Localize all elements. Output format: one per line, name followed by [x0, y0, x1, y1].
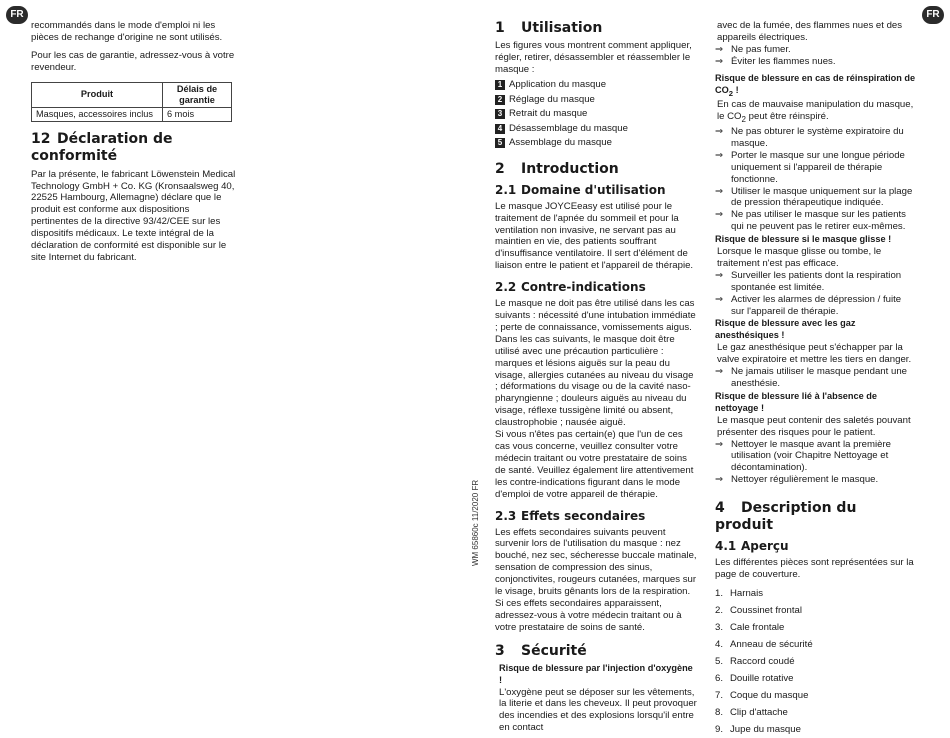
part-label: Raccord coudé: [730, 655, 795, 667]
section-2-1-body: Le masque JOYCEeasy est utilisé pour le traitement de l'apnée du sommeil et pour la ventilation non invasive, ne servant pas au maintien en vie, des patients souffrant d'insuffisance ventilatoire. Il sert d'élément de liaison entre le patient et l'appareil de thérapie.: [495, 200, 694, 272]
list-item: [715, 186, 917, 210]
arrow-icon: ⇒: [715, 474, 724, 486]
left-column: [31, 20, 236, 264]
section-1-intro: Les figures vous montrent comment appliquer, régler, retirer, désassembler et réassembler le masque :: [495, 40, 692, 75]
part-label: Harnais: [730, 587, 764, 599]
warning-oxygen-body: L'oxygène peut se déposer sur les vêtements, la literie et dans les cheveux. Il peut provoquer des incendies et des explosions lorsqu'il entre en contact: [499, 686, 697, 734]
section-4-1-intro: Les différentes pièces sont représentées sur la page de couverture.: [715, 557, 914, 581]
section-2-2-number: 2.2: [495, 280, 517, 295]
section-4-title: Description du produit: [715, 500, 857, 534]
language-badge-left: FR: [6, 6, 28, 24]
arrow-icon: ⇒: [715, 293, 724, 305]
list-item: [715, 150, 917, 186]
list-item: [715, 474, 917, 486]
section-2-3-number: 2.3: [495, 508, 517, 523]
section-12-number: 12: [31, 130, 51, 147]
list-item: [715, 585, 917, 602]
part-label: Clip d'attache: [730, 706, 788, 718]
section-2-3-body: Les effets secondaires suivants peuvent survenir lors de l'utilisation du masque : nez bouché, nez sec, sécheresse buccale matinale, sensation de compression des sinus, conjonctivites, rougeurs cutanées, marques sur le visage, bruits gênants lors de la respiration. Si ces effets secondaires apparaissent, adressez-vous à votre médecin traitant ou à votre prestataire de soins de santé.: [495, 526, 697, 633]
arrow-icon: ⇒: [715, 149, 724, 161]
section-3-title: Sécurité: [521, 642, 587, 659]
section-1-number: 1: [495, 20, 505, 36]
figure-label: Désassemblage du masque: [509, 122, 628, 134]
list-item-text: Ne pas utiliser le masque sur les patients qui ne peuvent pas le retirer eux-mêmes.: [731, 209, 906, 233]
list-item: [495, 122, 698, 137]
list-item: [715, 44, 917, 56]
list-item: [715, 366, 917, 390]
middle-column: [495, 20, 698, 734]
part-number: 4.: [715, 638, 724, 650]
oxygen-actions-list: [715, 44, 917, 68]
warning-co2-title-end: !: [733, 84, 739, 95]
section-12-title: Déclaration de conformité: [31, 130, 173, 164]
warning-anesthesia-title: Risque de blessure avec les gaz anesthésiques !: [715, 318, 856, 341]
warning-co2-title-sub: 2: [728, 88, 734, 98]
list-item: [715, 636, 917, 653]
figure-label: Assemblage du masque: [509, 137, 612, 149]
list-item-text: Utiliser le masque uniquement sur la plage de pression thérapeutique indiquée.: [731, 185, 913, 209]
table-header-delais: Délais de garantie: [163, 82, 232, 107]
section-2-2-heading: [495, 280, 698, 295]
warning-co2-body-end: peut être réinspiré.: [745, 111, 829, 123]
section-2-3-title: Effets secondaires: [521, 508, 646, 523]
list-item: [495, 92, 698, 107]
figure-label: Retrait du masque: [509, 108, 588, 120]
list-item-text: Ne jamais utiliser le masque pendant une anesthésie.: [731, 366, 907, 390]
warning-anesthesia-body: Le gaz anesthésique peut s'échapper par la valve expiratoire et mettre les tiers en danger.: [717, 342, 912, 366]
warning-slip-title: Risque de blessure si le masque glisse !: [715, 234, 892, 245]
arrow-icon: ⇒: [715, 125, 724, 137]
list-item: [715, 687, 917, 704]
warranty-table: [31, 82, 232, 122]
list-item: [715, 619, 917, 636]
list-item-text: Porter le masque sur une longue période uniquement si l'appareil de thérapie fonctionne.: [731, 149, 905, 185]
arrow-icon: ⇒: [715, 438, 724, 450]
section-2-title: Introduction: [521, 160, 619, 177]
right-page: [475, 0, 950, 735]
warranty-contact-text: Pour les cas de garantie, adressez-vous à votre revendeur.: [31, 49, 235, 73]
warning-oxygen-title: Risque de blessure par l'injection d'oxygène !: [499, 662, 693, 685]
list-item-text: Nettoyer le masque avant la première utilisation (voir Chapitre Nettoyage et décontamination).: [731, 438, 891, 474]
list-item: [715, 704, 917, 721]
section-2-1-title: Domaine d'utilisation: [521, 182, 666, 197]
list-item: [715, 670, 917, 687]
warning-slip-body: Lorsque le masque glisse ou tombe, le traitement n'est pas efficace.: [717, 246, 882, 269]
warning-co2-body-text: En cas de mauvaise manipulation du masque, le CO: [717, 99, 914, 123]
section-4-1-number: 4.1: [715, 539, 737, 554]
section-3-heading: [495, 643, 698, 660]
right-column: [715, 20, 917, 738]
parts-list: [715, 585, 917, 738]
section-2-2-para-1: Le masque ne doit pas être utilisé dans les cas suivants : nécessité d'une intubation immédiate ; perte de connaissance, vomissements aigus.: [495, 298, 696, 333]
list-item: [495, 78, 698, 93]
section-2-2-title: Contre-indications: [521, 280, 646, 295]
warranty-continuation-text: recommandés dans le mode d'emploi ni les pièces de rechange d'origine ne sont utilisés.: [31, 20, 223, 43]
part-number: 3.: [715, 621, 724, 633]
figure-number-box: 4: [495, 124, 505, 134]
table-header-produit: Produit: [32, 82, 163, 107]
section-4-1-title: Aperçu: [741, 539, 789, 554]
warning-co2-body: [715, 99, 917, 126]
section-2-heading: [495, 161, 698, 178]
section-2-1-heading: [495, 183, 698, 198]
part-label: Anneau de sécurité: [730, 638, 813, 650]
section-4-1-heading: [715, 539, 917, 554]
warning-co2-title: [715, 73, 917, 100]
section-12-body: Par la présente, le fabricant Löwenstein Medical Technology GmbH + Co. KG (Kronsaalsweg 40, 22525 Hambourg, Allemagne) déclare que le produit est conforme aux dispositions pertinentes de la directive 93/42/CEE sur les dispositifs médicaux. Le texte intégral de la déclaration de conformité est disponible sur le site Internet du fabricant.: [31, 168, 236, 263]
part-number: 9.: [715, 723, 724, 735]
figure-label: Réglage du masque: [509, 93, 595, 105]
list-item-text: Ne pas fumer.: [731, 43, 791, 55]
part-number: 6.: [715, 672, 724, 684]
table-cell-delais: 6 mois: [163, 107, 232, 121]
section-4-number: 4: [715, 500, 725, 517]
section-4-heading: [715, 500, 917, 534]
arrow-icon: ⇒: [715, 366, 724, 378]
part-label: Coque du masque: [730, 689, 809, 701]
list-item: [715, 126, 917, 150]
table-cell-produit: Masques, accessoires inclus: [32, 107, 163, 121]
warning-oxygen-continuation: avec de la fumée, des flammes nues et des appareils électriques.: [717, 20, 903, 43]
figure-number-box: 5: [495, 138, 505, 148]
list-item: [715, 721, 917, 738]
list-item: [715, 209, 917, 233]
figure-number-box: 3: [495, 109, 505, 119]
part-number: 1.: [715, 587, 724, 599]
language-badge-right: FR: [922, 6, 944, 24]
list-item-text: Ne pas obturer le système expiratoire du masque.: [731, 125, 904, 149]
section-12-heading: [31, 131, 236, 165]
figure-list: [495, 78, 698, 151]
co2-actions-list: [715, 126, 917, 233]
list-item: [715, 439, 917, 475]
arrow-icon: ⇒: [715, 209, 724, 221]
section-1-heading: [495, 20, 698, 37]
document-id: WM 65860c 11/2020 FR: [471, 479, 480, 566]
warning-co2-title-text: Risque de blessure en cas de réinspiration de CO: [715, 72, 916, 95]
list-item: [715, 270, 917, 294]
list-item-text: Activer les alarmes de dépression / fuite sur l'appareil de thérapie.: [731, 293, 902, 317]
part-number: 8.: [715, 706, 724, 718]
warning-cleaning-title: Risque de blessure lié à l'absence de nettoyage !: [715, 390, 878, 413]
table-header-row: [32, 82, 232, 107]
section-2-number: 2: [495, 160, 505, 177]
figure-number-box: 2: [495, 95, 505, 105]
list-item: [715, 653, 917, 670]
warning-co2-body-sub: 2: [741, 115, 746, 125]
list-item-text: Nettoyer régulièrement le masque.: [731, 474, 879, 486]
section-2-1-number: 2.1: [495, 182, 517, 197]
arrow-icon: ⇒: [715, 185, 724, 197]
figure-number-box: 1: [495, 80, 505, 90]
part-number: 2.: [715, 604, 724, 616]
section-1-title: Utilisation: [521, 20, 603, 36]
list-item-text: Surveiller les patients dont la respiration spontanée est limitée.: [731, 269, 902, 293]
table-row: [32, 107, 232, 121]
section-2-2-para-2: Dans les cas suivants, le masque doit être utilisé avec une précaution particulière : marques et lésions aiguës sur la peau du visage, allergies cutanées au niveau du visage ; déformations du visage ou de la cavité naso-pharyngienne ; douleurs aiguës au niveau du visage, réflexe tussigène limité ou absent, claustrophobie ; nausée aiguë.: [495, 333, 694, 429]
warning-oxygen: [495, 663, 698, 734]
left-page: [0, 0, 480, 672]
list-item: [715, 294, 917, 318]
part-number: 7.: [715, 689, 724, 701]
warning-cleaning-body: Le masque peut contenir des saletés pouvant présenter des risques pour le patient.: [717, 414, 911, 438]
list-item: [495, 136, 698, 151]
section-3-number: 3: [495, 642, 505, 659]
list-item-text: Éviter les flammes nues.: [731, 55, 836, 67]
part-label: Jupe du masque: [730, 723, 801, 735]
part-label: Coussinet frontal: [730, 604, 802, 616]
list-item: [715, 56, 917, 68]
list-item: [495, 107, 698, 122]
arrow-icon: ⇒: [715, 55, 724, 67]
part-number: 5.: [715, 655, 724, 667]
slip-actions-list: [715, 270, 917, 318]
section-2-3-heading: [495, 509, 698, 524]
part-label: Douille rotative: [730, 672, 794, 684]
arrow-icon: ⇒: [715, 269, 724, 281]
part-label: Cale frontale: [730, 621, 785, 633]
list-item: [715, 602, 917, 619]
figure-label: Application du masque: [509, 79, 607, 91]
cleaning-actions-list: [715, 439, 917, 487]
anesthesia-actions-list: [715, 366, 917, 390]
arrow-icon: ⇒: [715, 43, 724, 55]
section-2-2-para-3: Si vous n'êtes pas certain(e) que l'un de ces cas vous concerne, veuillez consulter votre médecin traitant ou votre prestataire de soins de santé. Veuillez également lire attentivement les contre-indications figurant dans le mode d'emploi de votre appareil de thérapie.: [495, 429, 694, 500]
